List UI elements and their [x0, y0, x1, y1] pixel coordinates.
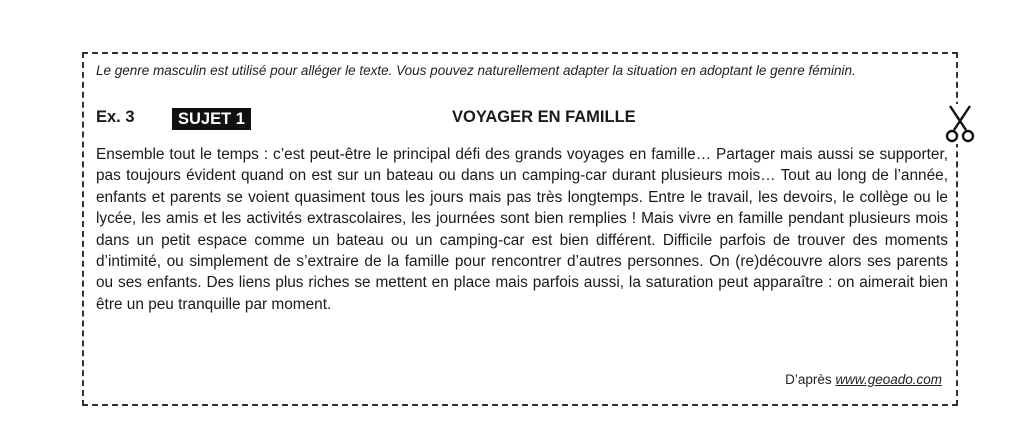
source-citation	[785, 372, 942, 387]
exercise-title: VOYAGER EN FAMILLE	[452, 108, 636, 126]
source-link[interactable]: www.geoado.com	[835, 372, 942, 387]
source-prefix: D’après	[785, 372, 832, 387]
exercise-card	[82, 52, 958, 406]
exercise-header	[96, 108, 946, 132]
exercise-label: Ex. 3	[96, 108, 135, 126]
subject-badge: SUJET 1	[172, 108, 251, 130]
scissors-icon	[944, 104, 978, 144]
gender-note: Le genre masculin est utilisé pour alléger le texte. Vous pouvez naturellement adapter la situation en adoptant le genre féminin.	[96, 63, 856, 78]
body-paragraph: Ensemble tout le temps : c’est peut-être le principal défi des grands voyages en famille… Partager mais aussi se supporter, pas toujours évident quand on est sur un bateau ou dans un camping-car durant plusieurs mois… Tout au long de l’année, enfants et parents se voient quasiment tous les jours mais pas très longtemps. Entre le travail, les devoirs, le collège ou le lycée, les amis et les activités extrascolaires, les journées sont bien remplies ! Mais vivre en famille pendant plusieurs mois dans un petit espace comme un bateau ou un camping-car est bien différent. Difficile parfois de trouver des moments d’intimité, ou simplement de s’extraire de la famille pour rencontrer d’autres personnes. On (re)découvre alors ses parents ou ses enfants. Des liens plus riches se mettent en place mais parfois aussi, la saturation peut apparaître : on aimerait bien être un peu tranquille par moment.	[96, 146, 948, 313]
